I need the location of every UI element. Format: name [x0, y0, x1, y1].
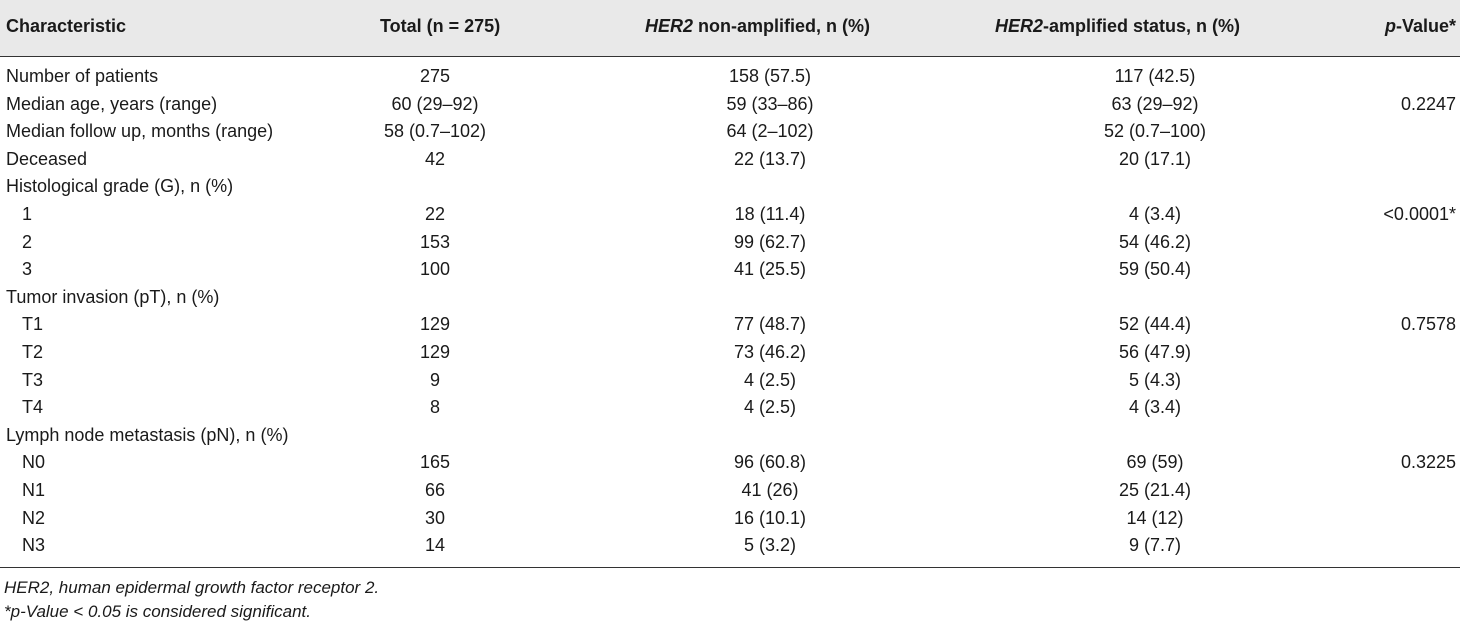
cell-her2-amplified: 52 (0.7–100) — [1103, 121, 1207, 142]
cell-characteristic: N3 — [22, 535, 46, 556]
header-her2-gene-italic: HER2 — [995, 16, 1044, 36]
table-row — [0, 366, 1460, 394]
cell-her2-amplified: 63 (29–92) — [1111, 93, 1199, 114]
header-p-value-text: -Value* — [1395, 16, 1456, 36]
cell-characteristic: T4 — [22, 397, 44, 418]
cell-p-value: 0.2247 — [1400, 93, 1456, 114]
cell-total: 129 — [419, 341, 451, 362]
table-row — [0, 310, 1460, 338]
cell-total: 275 — [419, 66, 451, 86]
cell-her2-amplified: 59 (50.4) — [1118, 259, 1192, 280]
cell-her2-amplified: 25 (21.4) — [1118, 479, 1192, 500]
cell-characteristic: 1 — [22, 203, 33, 224]
cell-her2-amplified: 52 (44.4) — [1118, 314, 1192, 335]
cell-characteristic: Histological grade (G), n (%) — [6, 176, 234, 197]
cell-her2-non-amplified: 59 (33–86) — [726, 93, 814, 114]
cell-her2-non-amplified: 41 (26) — [741, 479, 799, 500]
cell-her2-non-amplified: 22 (13.7) — [733, 148, 807, 169]
cell-characteristic: Number of patients — [6, 66, 159, 86]
table-row — [0, 504, 1460, 532]
table-row — [0, 228, 1460, 256]
table-row — [0, 117, 1460, 145]
table-row — [0, 62, 1460, 90]
cell-total: 42 — [424, 148, 446, 169]
table-row — [0, 393, 1460, 421]
cell-her2-amplified: 5 (4.3) — [1128, 369, 1182, 390]
cell-total: 22 — [424, 203, 446, 224]
header-characteristic: Characteristic — [6, 16, 127, 36]
cell-her2-non-amplified: 41 (25.5) — [733, 259, 807, 280]
table-body — [0, 62, 1460, 559]
header-p-value — [1385, 16, 1456, 37]
table-bottom-rule — [0, 567, 1460, 568]
cell-characteristic: Deceased — [6, 148, 88, 169]
cell-characteristic: Lymph node metastasis (pN), n (%) — [6, 424, 289, 445]
header-non-amplified-text: non-amplified, n (%) — [693, 16, 871, 36]
cell-her2-non-amplified: 5 (3.2) — [743, 535, 797, 556]
cell-her2-amplified: 4 (3.4) — [1128, 397, 1182, 418]
cell-total: 60 (29–92) — [391, 93, 479, 114]
table-row — [0, 90, 1460, 118]
cell-total: 165 — [419, 452, 451, 473]
cell-characteristic: Median age, years (range) — [6, 93, 218, 114]
cell-her2-non-amplified: 64 (2–102) — [726, 121, 814, 142]
cell-total: 100 — [419, 259, 451, 280]
table-row — [0, 476, 1460, 504]
cell-characteristic: 2 — [22, 231, 33, 252]
cell-p-value: 0.3225 — [1400, 452, 1456, 473]
cell-her2-amplified: 69 (59) — [1126, 452, 1184, 473]
cell-characteristic: Tumor invasion (pT), n (%) — [6, 286, 220, 307]
cell-total: 8 — [429, 397, 440, 418]
cell-her2-amplified: 4 (3.4) — [1128, 203, 1182, 224]
cell-her2-non-amplified: 99 (62.7) — [733, 231, 807, 252]
cell-characteristic: N2 — [22, 507, 46, 528]
header-total: Total (n = 275) — [380, 16, 501, 36]
cell-characteristic: N1 — [22, 479, 46, 500]
table-row — [0, 283, 1460, 311]
cell-her2-amplified: 14 (12) — [1126, 507, 1184, 528]
cell-p-value: 0.7578 — [1400, 314, 1456, 335]
table-row — [0, 421, 1460, 449]
table-row — [0, 172, 1460, 200]
cell-total: 30 — [424, 507, 446, 528]
cell-her2-amplified: 9 (7.7) — [1128, 535, 1182, 556]
cell-her2-non-amplified: 18 (11.4) — [734, 203, 806, 224]
header-p-italic: p — [1384, 16, 1396, 36]
table-row — [0, 200, 1460, 228]
cell-total: 58 (0.7–102) — [383, 121, 487, 142]
cell-characteristic: N0 — [22, 452, 46, 473]
cell-her2-amplified: 54 (46.2) — [1118, 231, 1192, 252]
cell-her2-non-amplified: 16 (10.1) — [733, 507, 807, 528]
cell-total: 14 — [424, 535, 446, 556]
cell-her2-amplified: 20 (17.1) — [1118, 148, 1192, 169]
footnote-abbreviation: HER2, human epidermal growth factor receptor 2. — [4, 578, 380, 597]
header-amplified-text: -amplified status, n (%) — [1043, 16, 1241, 36]
table-row — [0, 338, 1460, 366]
header-her2-amplified — [995, 16, 1240, 37]
header-her2-gene-italic: HER2 — [645, 16, 694, 36]
cell-her2-non-amplified: 73 (46.2) — [733, 341, 807, 362]
footnote-significance: *p-Value < 0.05 is considered significant. — [4, 602, 311, 621]
table-row — [0, 448, 1460, 476]
cell-p-value: <0.0001* — [1383, 203, 1456, 224]
cell-characteristic: T2 — [22, 341, 44, 362]
cell-total: 9 — [429, 369, 440, 390]
cell-her2-amplified: 117 (42.5) — [1114, 66, 1196, 86]
cell-characteristic: T1 — [22, 314, 44, 335]
cell-her2-non-amplified: 77 (48.7) — [733, 314, 807, 335]
cell-characteristic: T3 — [22, 369, 44, 390]
table-header — [0, 0, 1460, 57]
cell-total: 153 — [419, 231, 451, 252]
table-row — [0, 145, 1460, 173]
cell-characteristic: 3 — [22, 259, 33, 280]
cell-her2-amplified: 56 (47.9) — [1118, 341, 1192, 362]
cell-her2-non-amplified: 158 (57.5) — [728, 66, 812, 86]
cell-her2-non-amplified: 96 (60.8) — [733, 452, 807, 473]
cell-her2-non-amplified: 4 (2.5) — [743, 397, 797, 418]
table-row — [0, 531, 1460, 559]
cell-total: 129 — [419, 314, 451, 335]
cell-characteristic: Median follow up, months (range) — [6, 121, 274, 142]
header-her2-non-amplified — [645, 16, 870, 37]
cell-total: 66 — [424, 479, 446, 500]
cell-her2-non-amplified: 4 (2.5) — [743, 369, 797, 390]
table-row — [0, 255, 1460, 283]
